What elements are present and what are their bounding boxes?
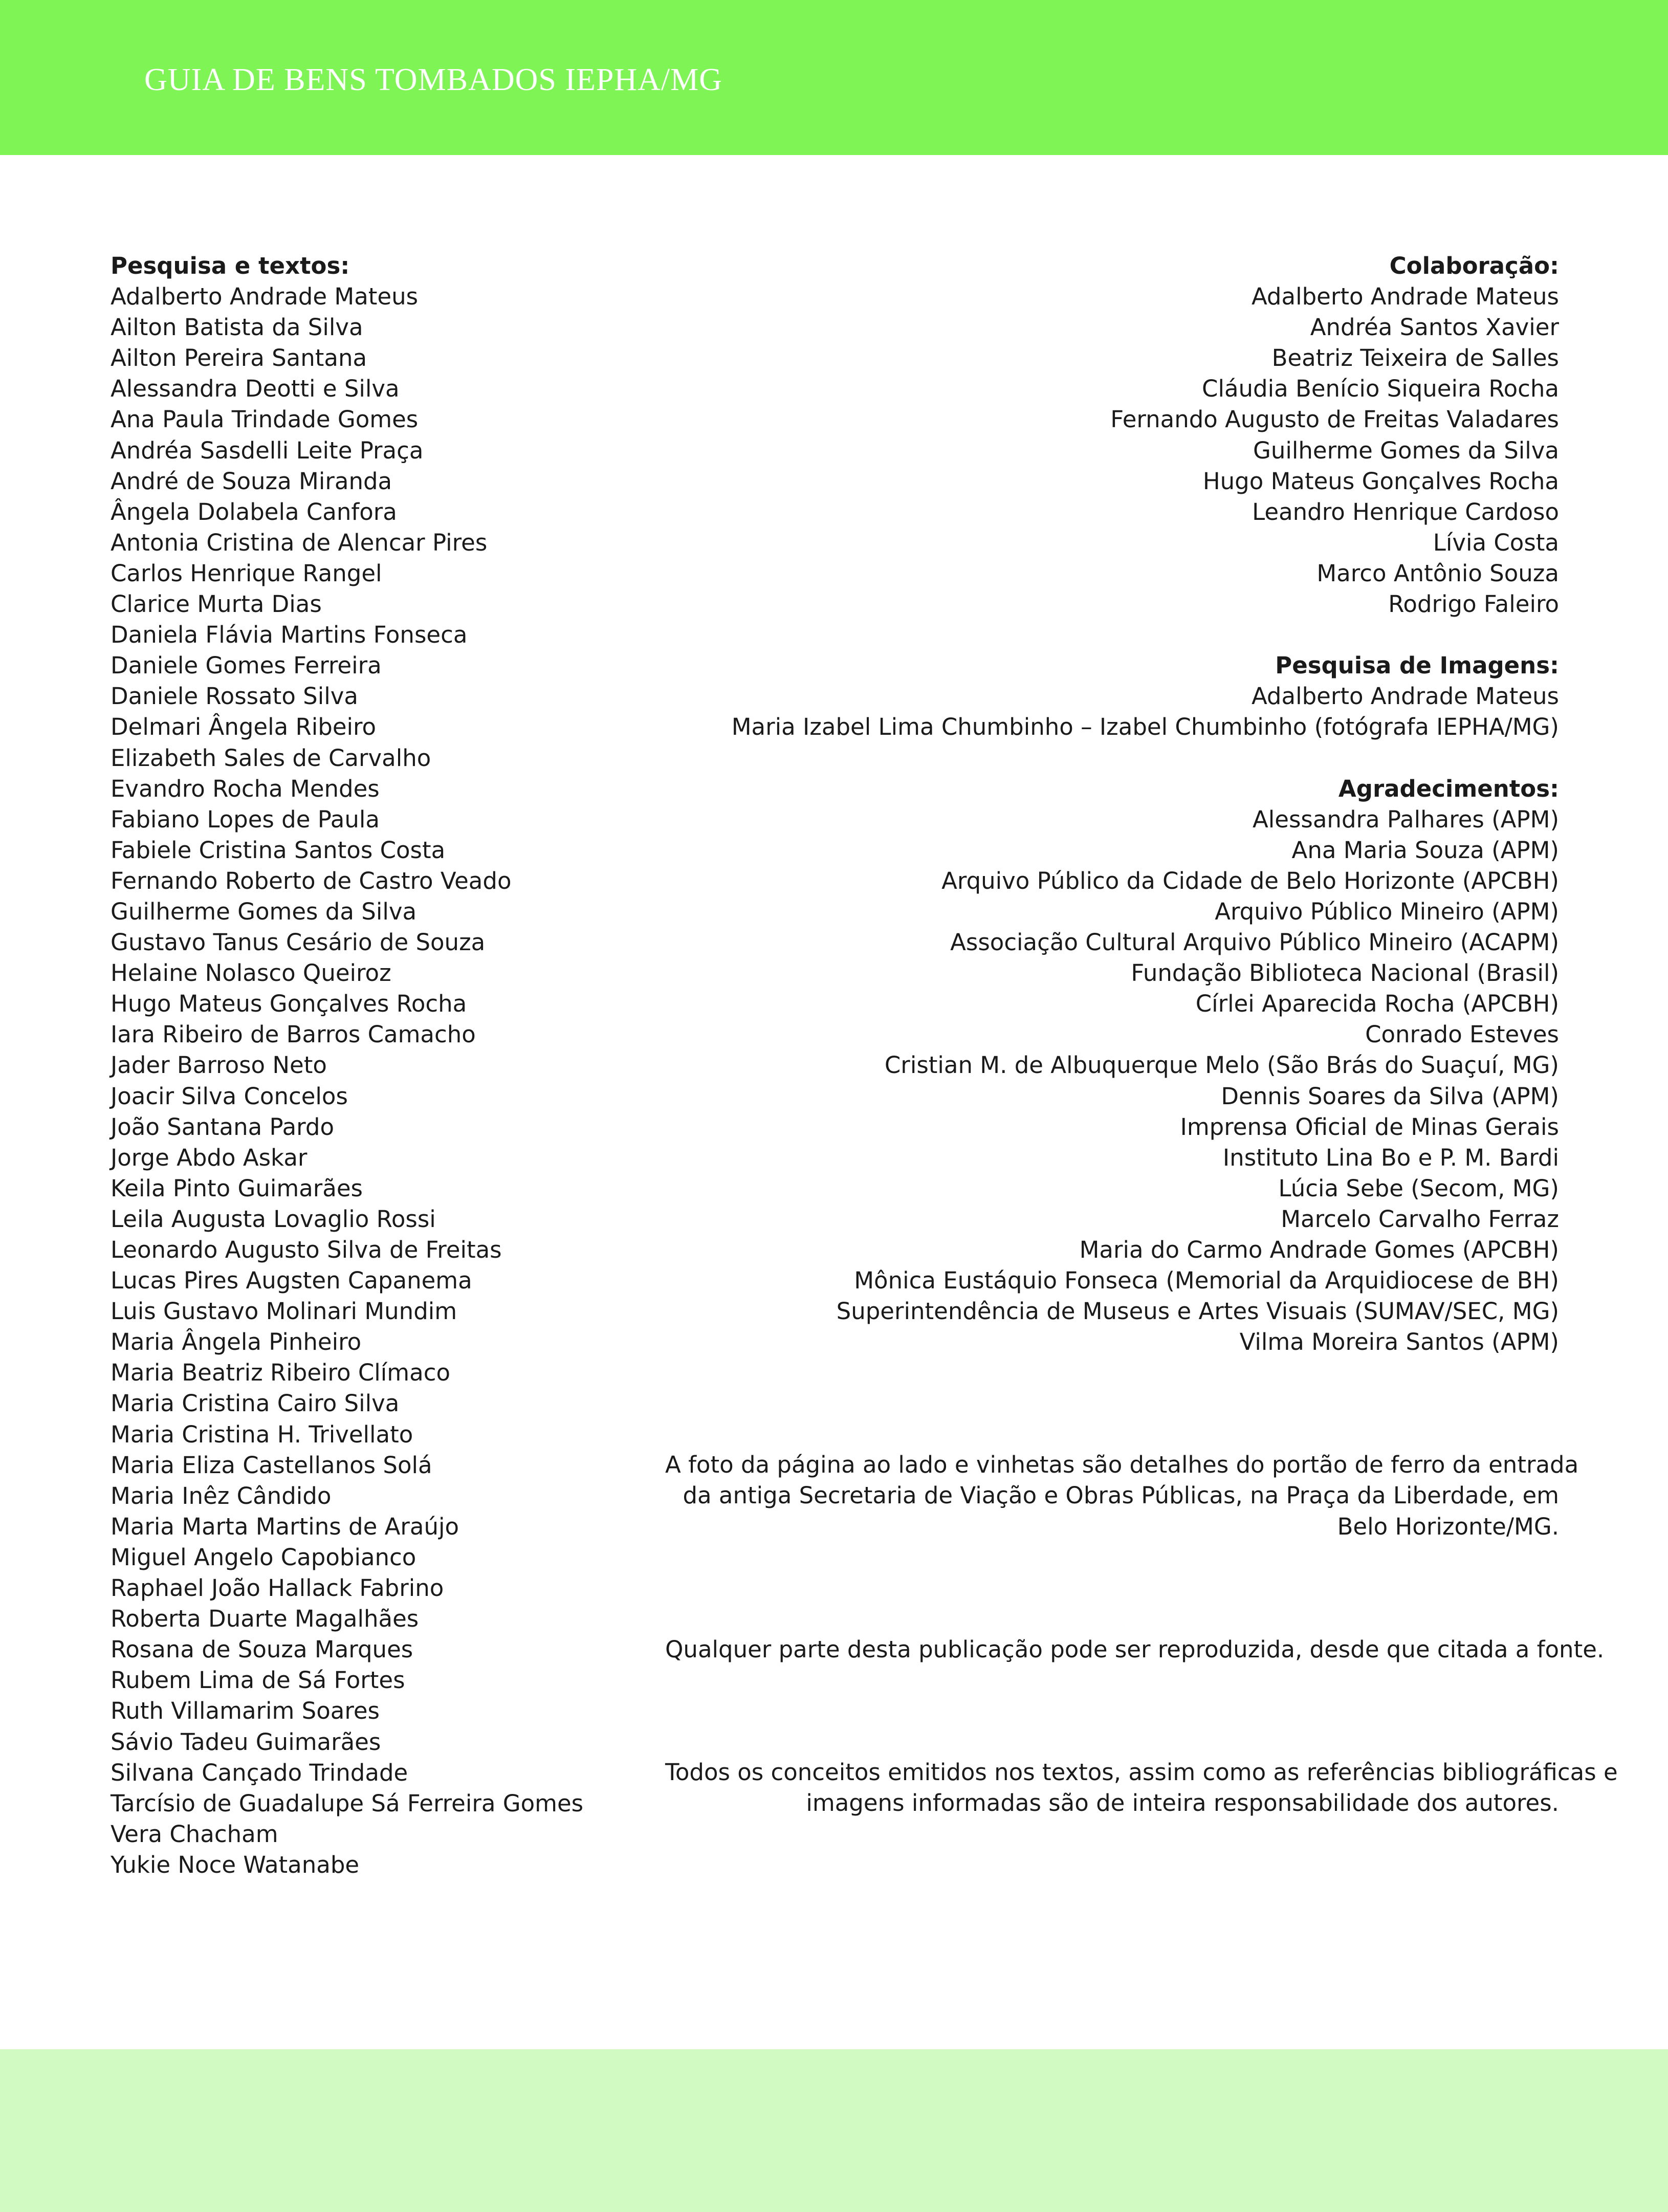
list-item: Leonardo Augusto Silva de Freitas [111, 1236, 502, 1263]
list-item: Leila Augusta Lovaglio Rossi [111, 1205, 436, 1233]
list-item: Elizabeth Sales de Carvalho [111, 744, 431, 772]
list-item: Evandro Rocha Mendes [111, 775, 380, 802]
list-item: Imprensa Oficial de Minas Gerais [1180, 1113, 1559, 1141]
list-item: Arquivo Público da Cidade de Belo Horizonte (APCBH) [941, 867, 1559, 894]
list-item: Miguel Angelo Capobianco [111, 1543, 416, 1571]
spacer [665, 620, 1559, 650]
list-item: Lúcia Sebe (Secom, MG) [1278, 1174, 1559, 1202]
list-item: Gustavo Tanus Cesário de Souza [111, 929, 486, 956]
responsibility-note [665, 1757, 1618, 1819]
list-item: Hugo Mateus Gonçalves Rocha [1202, 467, 1559, 495]
list-item: Andréa Sasdelli Leite Praça [111, 436, 424, 464]
list-item: Vera Chacham [111, 1820, 278, 1848]
list-item: Associação Cultural Arquivo Público Mineiro (ACAPM) [950, 929, 1559, 956]
list-item: Alessandra Palhares (APM) [1253, 805, 1559, 833]
list-item: Arquivo Público Mineiro (APM) [1215, 897, 1559, 925]
list-item: Delmari Ângela Ribeiro [111, 713, 377, 741]
page-title: GUIA DE BENS TOMBADOS IEPHA/MG [144, 62, 723, 97]
list-item: Lívia Costa [1433, 529, 1559, 556]
list-item: Marco Antônio Souza [1316, 559, 1559, 587]
list-item: Lucas Pires Augsten Capanema [111, 1267, 472, 1295]
list-item: Guilherme Gomes da Silva [111, 897, 417, 925]
note-line: A foto da página ao lado e vinhetas são detalhes do portão de ferro da entrada [665, 1451, 1579, 1479]
list-item: Fernando Augusto de Freitas Valadares [1110, 406, 1559, 433]
spacer [665, 743, 1559, 774]
list-item: Roberta Duarte Magalhães [111, 1605, 419, 1633]
list-item: Marcelo Carvalho Ferraz [1281, 1205, 1559, 1233]
list-item: Andréa Santos Xavier [1310, 314, 1559, 341]
list-item: Maria Cristina Cairo Silva [111, 1390, 400, 1417]
list-item: Silvana Cançado Trindade [111, 1759, 408, 1786]
list-item: Antonia Cristina de Alencar Pires [111, 529, 488, 556]
list-item: Daniela Flávia Martins Fonseca [111, 621, 468, 649]
list-item: Jorge Abdo Askar [111, 1144, 308, 1171]
collaboration-heading: Colaboração: [1389, 252, 1559, 279]
list-item: Joacir Silva Concelos [111, 1082, 348, 1110]
image-research-heading: Pesquisa de Imagens: [1275, 652, 1559, 680]
photo-note [665, 1450, 1579, 1542]
list-item: Cristian M. de Albuquerque Melo (São Brás do Suaçuí, MG) [884, 1052, 1559, 1079]
list-item: Fernando Roberto de Castro Veado [111, 867, 512, 894]
note-line: Belo Horizonte/MG. [1337, 1513, 1559, 1540]
list-item: Adalberto Andrade Mateus [111, 283, 419, 311]
list-item: Rubem Lima de Sá Fortes [111, 1667, 405, 1694]
acknowledgements-names-list [665, 804, 1559, 1358]
list-item: Beatriz Teixeira de Salles [1271, 344, 1559, 372]
collaboration-names-list [665, 281, 1559, 620]
list-item: Fabiele Cristina Santos Costa [111, 836, 446, 864]
list-item: Maria Eliza Castellanos Solá [111, 1451, 432, 1479]
list-item: Ângela Dolabela Canfora [111, 498, 397, 525]
list-item: Leandro Henrique Cardoso [1252, 498, 1559, 525]
spacer [665, 1665, 1559, 1757]
list-item: Carlos Henrique Rangel [111, 559, 382, 587]
list-item: Daniele Rossato Silva [111, 683, 358, 710]
list-item: Ana Paula Trindade Gomes [111, 406, 419, 433]
list-item: Iara Ribeiro de Barros Camacho [111, 1021, 476, 1048]
list-item: Mônica Eustáquio Fonseca (Memorial da Arquidiocese de BH) [854, 1267, 1559, 1295]
research-credits [111, 251, 725, 1880]
list-item: Dennis Soares da Silva (APM) [1221, 1082, 1559, 1110]
list-item: Cláudia Benício Siqueira Rocha [1202, 375, 1559, 403]
list-item: Helaine Nolasco Queiroz [111, 959, 391, 987]
list-item: Maria Izabel Lima Chumbinho – Izabel Chumbinho (fotógrafa IEPHA/MG) [731, 713, 1559, 741]
list-item: Keila Pinto Guimarães [111, 1174, 363, 1202]
spacer [665, 1542, 1559, 1634]
list-item: Fabiano Lopes de Paula [111, 805, 380, 833]
list-item: Guilherme Gomes da Silva [1253, 436, 1559, 464]
list-item: Maria Ângela Pinheiro [111, 1328, 362, 1356]
list-item: Conrado Esteves [1365, 1021, 1559, 1048]
list-item: Maria Beatriz Ribeiro Clímaco [111, 1359, 450, 1387]
list-item: João Santana Pardo [111, 1113, 334, 1141]
list-item: Instituto Lina Bo e P. M. Bardi [1222, 1144, 1559, 1171]
spacer [665, 1357, 1559, 1450]
list-item: Alessandra Deotti e Silva [111, 375, 400, 403]
list-item: Maria Inêz Cândido [111, 1482, 332, 1509]
list-item: Hugo Mateus Gonçalves Rocha [111, 990, 467, 1018]
list-item: Ailton Pereira Santana [111, 344, 367, 372]
reproduction-note [665, 1634, 1605, 1665]
list-item: Rosana de Souza Marques [111, 1636, 413, 1663]
list-item: Sávio Tadeu Guimarães [111, 1728, 381, 1756]
list-item: Maria do Carmo Andrade Gomes (APCBH) [1079, 1236, 1559, 1263]
list-item: Círlei Aparecida Rocha (APCBH) [1195, 990, 1559, 1018]
note-line: Todos os conceitos emitidos nos textos, assim como as referências bibliográficas e [665, 1758, 1618, 1786]
list-item: Tarcísio de Guadalupe Sá Ferreira Gomes [111, 1789, 584, 1817]
research-heading: Pesquisa e textos: [111, 252, 350, 279]
footer-band [0, 2049, 1668, 2212]
list-item: Maria Cristina H. Trivellato [111, 1420, 413, 1448]
list-item: Yukie Noce Watanabe [111, 1851, 360, 1878]
list-item: Vilma Moreira Santos (APM) [1239, 1328, 1559, 1356]
list-item: Jader Barroso Neto [111, 1052, 327, 1079]
right-column-credits [665, 251, 1618, 1819]
list-item: Raphael João Hallack Fabrino [111, 1574, 444, 1602]
acknowledgements-heading: Agradecimentos: [1338, 775, 1559, 802]
list-item: Superintendência de Museus e Artes Visuais (SUMAV/SEC, MG) [836, 1298, 1559, 1325]
image-research-names-list [665, 681, 1559, 742]
note-line: imagens informadas são de inteira responsabilidade dos autores. [806, 1789, 1559, 1816]
header-band [0, 0, 1668, 155]
list-item: Daniele Gomes Ferreira [111, 652, 382, 680]
list-item: André de Souza Miranda [111, 467, 392, 495]
list-item: Adalberto Andrade Mateus [1251, 683, 1559, 710]
list-item: Ruth Villamarim Soares [111, 1697, 380, 1725]
list-item: Adalberto Andrade Mateus [1251, 283, 1559, 311]
note-line: Qualquer parte desta publicação pode ser reproduzida, desde que citada a fonte. [665, 1635, 1605, 1663]
list-item: Ailton Batista da Silva [111, 314, 363, 341]
list-item: Maria Marta Martins de Araújo [111, 1513, 459, 1540]
list-item: Rodrigo Faleiro [1388, 590, 1559, 618]
list-item: Clarice Murta Dias [111, 590, 322, 618]
list-item: Luis Gustavo Molinari Mundim [111, 1298, 457, 1325]
list-item: Fundação Biblioteca Nacional (Brasil) [1131, 959, 1559, 987]
list-item: Ana Maria Souza (APM) [1291, 836, 1559, 864]
research-names-list [111, 281, 725, 1880]
note-line: da antiga Secretaria de Viação e Obras Públicas, na Praça da Liberdade, em [683, 1482, 1559, 1509]
